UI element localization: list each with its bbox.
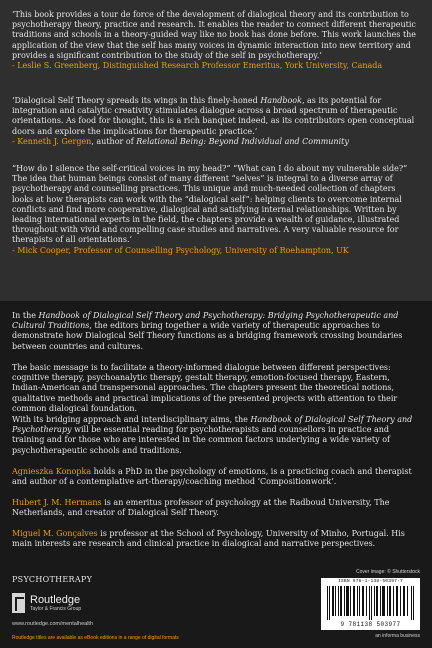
publisher-url[interactable]: www.routledge.com/mentalhealth xyxy=(12,621,94,627)
publisher-logo xyxy=(12,593,81,613)
description-paragraph-2: The basic message is to facilitate a theory-informed dialogue between different perspectives: cognitive therapy, psychoanalytic therapy, gestalt therapy, emotion-focused therapy, Eastern, Indian-American and transpersonal approaches. The chapters present the theoretical notions, qualitative methods and practical implications of the presented projects with attention to their common dialogical foundation. xyxy=(12,363,398,413)
endorsement-attribution: - Kenneth J. Gergen, author of Relational Being: Beyond Individual and Community xyxy=(12,136,349,146)
isbn-text: ISBN 978-1-138-50397-7 xyxy=(337,579,404,584)
description-paragraph-3: With its bridging approach and interdisciplinary aims, the Handbook of Dialogical Self Theory and Psychotherapy will be essential reading for psychotherapists and counsellors in practice and training and for those who are interested in the common factors underlying a wide variety of psychotherapeutic schools and traditions. xyxy=(12,415,413,455)
editor-bio-konopka: Agnieszka Konopka holds a PhD in the psychology of emotions, is a practicing coach and therapist and author of a contemplative art-therapy/coaching method ‘Compositionwork’. xyxy=(12,467,412,487)
routledge-r-icon xyxy=(12,593,25,613)
editor-bio-hermans: Hubert J. M. Hermans is an emeritus professor of psychology at the Radboud University, The Netherlands, and creator of Dialogical Self Theory. xyxy=(12,498,390,518)
endorsement-gergen xyxy=(12,96,419,147)
endorsement-quote: ‘This book provides a tour de force of the development of dialogical theory and its contribution to psychotherapy theory, practice and research. It enables the reader to connect different therapeutic traditions and schools in a theory-guided way like no book has done before. This work launches the application of the view that the self has many voices in dynamic interaction into new territory and provides a significant contribution to the study of the self in psychotherapy.’ xyxy=(12,10,417,60)
endorsement-quote: ‘Dialogical Self Theory spreads its wings in this finely-honed Handbook, as its potential for integration and catalytic creativity stimulates dialogue across a broad spectrum of therapeutic orientations. As food for thought, this is a rich banquet indeed, as its contributors open conceptual doors and explore the implications for therapeutic practice.’ xyxy=(12,96,415,136)
isbn-barcode xyxy=(321,578,420,630)
endorsement-greenberg xyxy=(12,10,419,71)
informa-tagline: an informa business xyxy=(375,633,420,639)
editor-bio-goncalves: Miguel M. Gonçalves is professor at the School of Psychology, University of Minho, Portugal. His main interests are research and clinical practice in dialogical and narrative perspectives. xyxy=(12,529,405,549)
cover-credit: Cover image: © Shutterstock xyxy=(356,569,420,575)
barcode-digits: 9 781138 503977 xyxy=(340,621,401,628)
endorsement-cooper xyxy=(12,164,419,256)
barcode-bars xyxy=(327,586,414,620)
ebook-note: Routledge titles are available as eBook editions in a range of digital formats xyxy=(12,635,179,641)
endorsement-quote: “How do I silence the self-critical voices in my head?” “What can I do about my vulnerable side?” The idea that human beings consist of many different “selves” is integral to a diverse array of psychotherapy and counselling practices. This unique and much-needed collection of chapters looks at how therapists can work with the “dialogical self”: helping clients to overcome internal conflicts and find more cooperative, dialogical and satisfying internal relationships. Written by leading international experts in the field, the chapters provide a wealth of guidance, illustrated throughout with vivid and compelling case studies and narratives. A very valuable resource for therapists of all orientations.’ xyxy=(12,164,408,245)
publisher-tagline: Taylor & Francis Group xyxy=(30,605,82,612)
publisher-name: Routledge xyxy=(30,593,81,606)
endorsement-attribution: - Leslie S. Greenberg, Distinguished Research Professor Emeritus, York University, Canada xyxy=(12,61,383,71)
endorsement-attribution: - Mick Cooper, Professor of Counselling Psychology, University of Roehampton, UK xyxy=(12,245,349,255)
description-paragraph-1: In the Handbook of Dialogical Self Theory and Psychotherapy: Bridging Psychotherapeutic and Cultural Traditions, the editors bring together a wide variety of therapeutic approaches to demonstrate how Dialogical Self Theory functions as a bridging framework crossing boundaries between countries and cultures. xyxy=(12,311,403,351)
category-label: PSYCHOTHERAPY xyxy=(12,575,93,584)
